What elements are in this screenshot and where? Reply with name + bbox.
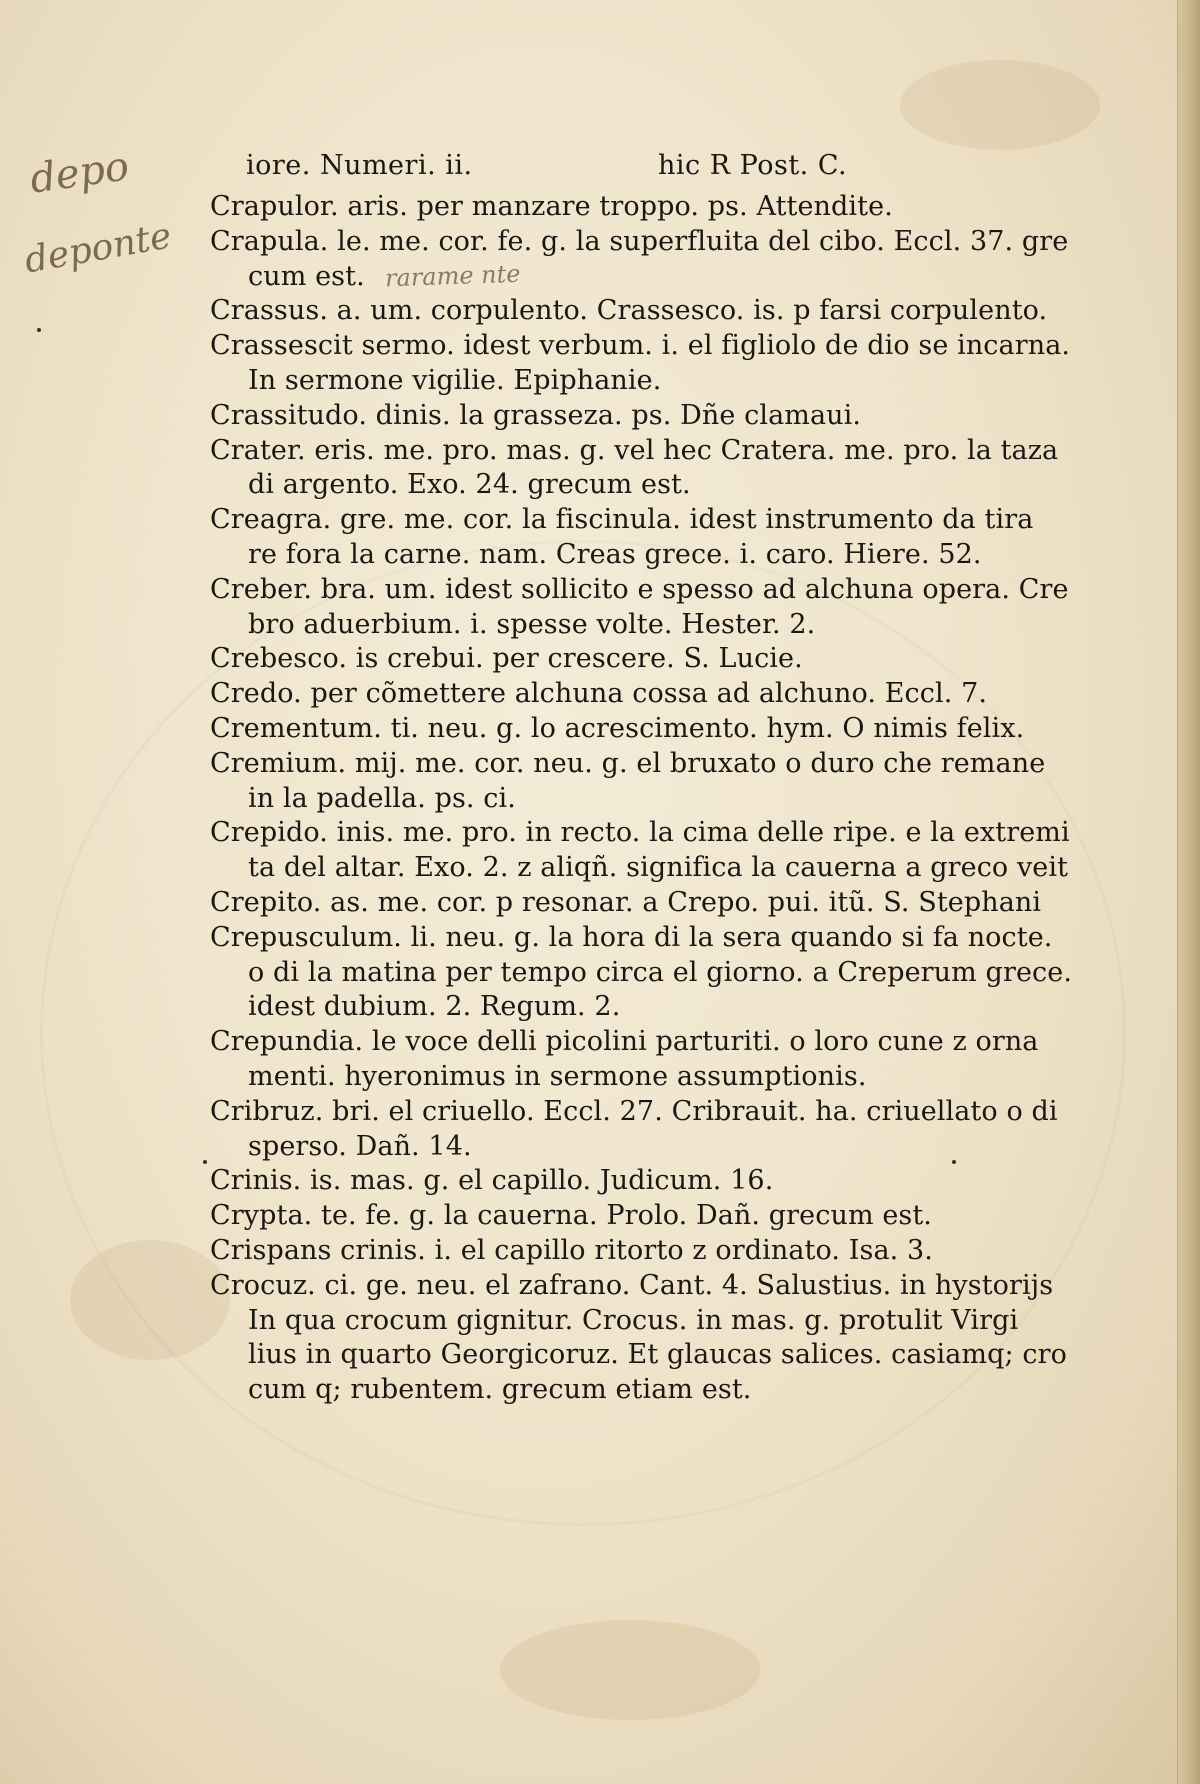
text-line: Crassitudo. dinis. la grasseza. ps. Dñe clamaui. bbox=[210, 399, 862, 431]
text-line: cum q; rubentem. grecum etiam est. bbox=[248, 1374, 752, 1406]
text-line: Crater. eris. me. pro. mas. g. vel hec Cratera. me. pro. la taza bbox=[210, 434, 1059, 466]
paper-stain bbox=[500, 1620, 760, 1720]
text-line: Crypta. te. fe. g. la cauerna. Prolo. Dañ. grecum est. bbox=[210, 1200, 932, 1232]
text-line: sperso. Dañ. 14. bbox=[248, 1130, 472, 1162]
text-line: Crepido. inis. me. pro. in recto. la cima delle ripe. e la extremi bbox=[210, 817, 1070, 849]
text-line: Crassescit sermo. idest verbum. i. el figliolo de dio se incarna. bbox=[210, 330, 1071, 362]
text-line: cum est. bbox=[248, 260, 365, 292]
header-right: hic R Post. C. bbox=[658, 150, 848, 181]
text-line: Crassus. a. um. corpulento. Crassesco. is. p farsi corpulento. bbox=[210, 295, 1048, 327]
text-line: Crepundia. le voce delli picolini parturiti. o loro cune z orna bbox=[210, 1026, 1039, 1058]
ink-dot bbox=[37, 328, 41, 332]
text-column bbox=[210, 190, 1130, 1408]
text-line: in la padella. ps. ci. bbox=[248, 782, 516, 814]
text-line: ta del altar. Exo. 2. z aliqñ. significa la cauerna a greco veit bbox=[248, 852, 1069, 884]
text-line: Crepito. as. me. cor. p resonar. a Crepo. pui. itũ. S. Stephani bbox=[210, 886, 1042, 918]
handwritten-note-3: rarame nte bbox=[384, 259, 521, 293]
ink-dot bbox=[952, 1160, 956, 1164]
handwritten-note-2: deponte bbox=[21, 215, 175, 282]
text-line: Creber. bra. um. idest sollicito e spesso ad alchuna opera. Cre bbox=[210, 573, 1069, 605]
text-line: Crementum. ti. neu. g. lo acrescimento. hym. O nimis felix. bbox=[210, 712, 1025, 744]
text-line: Credo. per cõmettere alchuna cossa ad alchuno. Eccl. 7. bbox=[210, 678, 988, 710]
text-line: Cremium. mij. me. cor. neu. g. el bruxato o duro che remane bbox=[210, 747, 1046, 779]
text-line: Crinis. is. mas. g. el capillo. Judicum. 16. bbox=[210, 1165, 774, 1197]
header-left: iore. Numeri. ii. bbox=[246, 150, 473, 181]
text-line: In sermone vigilie. Epiphanie. bbox=[248, 364, 662, 396]
text-line: o di la matina per tempo circa el giorno. a Creperum grece. bbox=[248, 956, 1073, 988]
paper-stain bbox=[900, 60, 1100, 150]
text-line: re fora la carne. nam. Creas grece. i. caro. Hiere. 52. bbox=[248, 538, 982, 570]
ink-dot bbox=[203, 1160, 207, 1164]
text-line: Crapula. le. me. cor. fe. g. la superfluita del cibo. Eccl. 37. gre bbox=[210, 225, 1069, 257]
running-header bbox=[240, 150, 1120, 190]
text-line: Crocuz. ci. ge. neu. el zafrano. Cant. 4. Salustius. in hystorijs bbox=[210, 1269, 1054, 1301]
text-line: Crapulor. aris. per manzare troppo. ps. Attendite. bbox=[210, 191, 893, 222]
text-line: In qua crocum gignitur. Crocus. in mas. g. protulit Virgi bbox=[248, 1304, 1019, 1336]
text-line: Crebesco. is crebui. per crescere. S. Lucie. bbox=[210, 643, 803, 675]
text-line: idest dubium. 2. Regum. 2. bbox=[248, 991, 621, 1023]
page-edge bbox=[1177, 0, 1200, 1784]
text-line: Crepusculum. li. neu. g. la hora di la sera quando si fa nocte. bbox=[210, 921, 1053, 953]
text-line: lius in quarto Georgicoruz. Et glaucas salices. casiamq; cro bbox=[248, 1339, 1067, 1371]
handwritten-note-1: depo bbox=[27, 143, 132, 203]
text-line: Cribruz. bri. el criuello. Eccl. 27. Cribrauit. ha. criuellato o di bbox=[210, 1095, 1058, 1127]
text-line: di argento. Exo. 24. grecum est. bbox=[248, 469, 691, 501]
text-line: bro aduerbium. i. spesse volte. Hester. 2. bbox=[248, 608, 816, 640]
text-line: Crispans crinis. i. el capillo ritorto z ordinato. Isa. 3. bbox=[210, 1234, 933, 1266]
text-line: Creagra. gre. me. cor. la fiscinula. idest instrumento da tira bbox=[210, 504, 1034, 536]
text-line: menti. hyeronimus in sermone assumptionis. bbox=[248, 1060, 867, 1092]
